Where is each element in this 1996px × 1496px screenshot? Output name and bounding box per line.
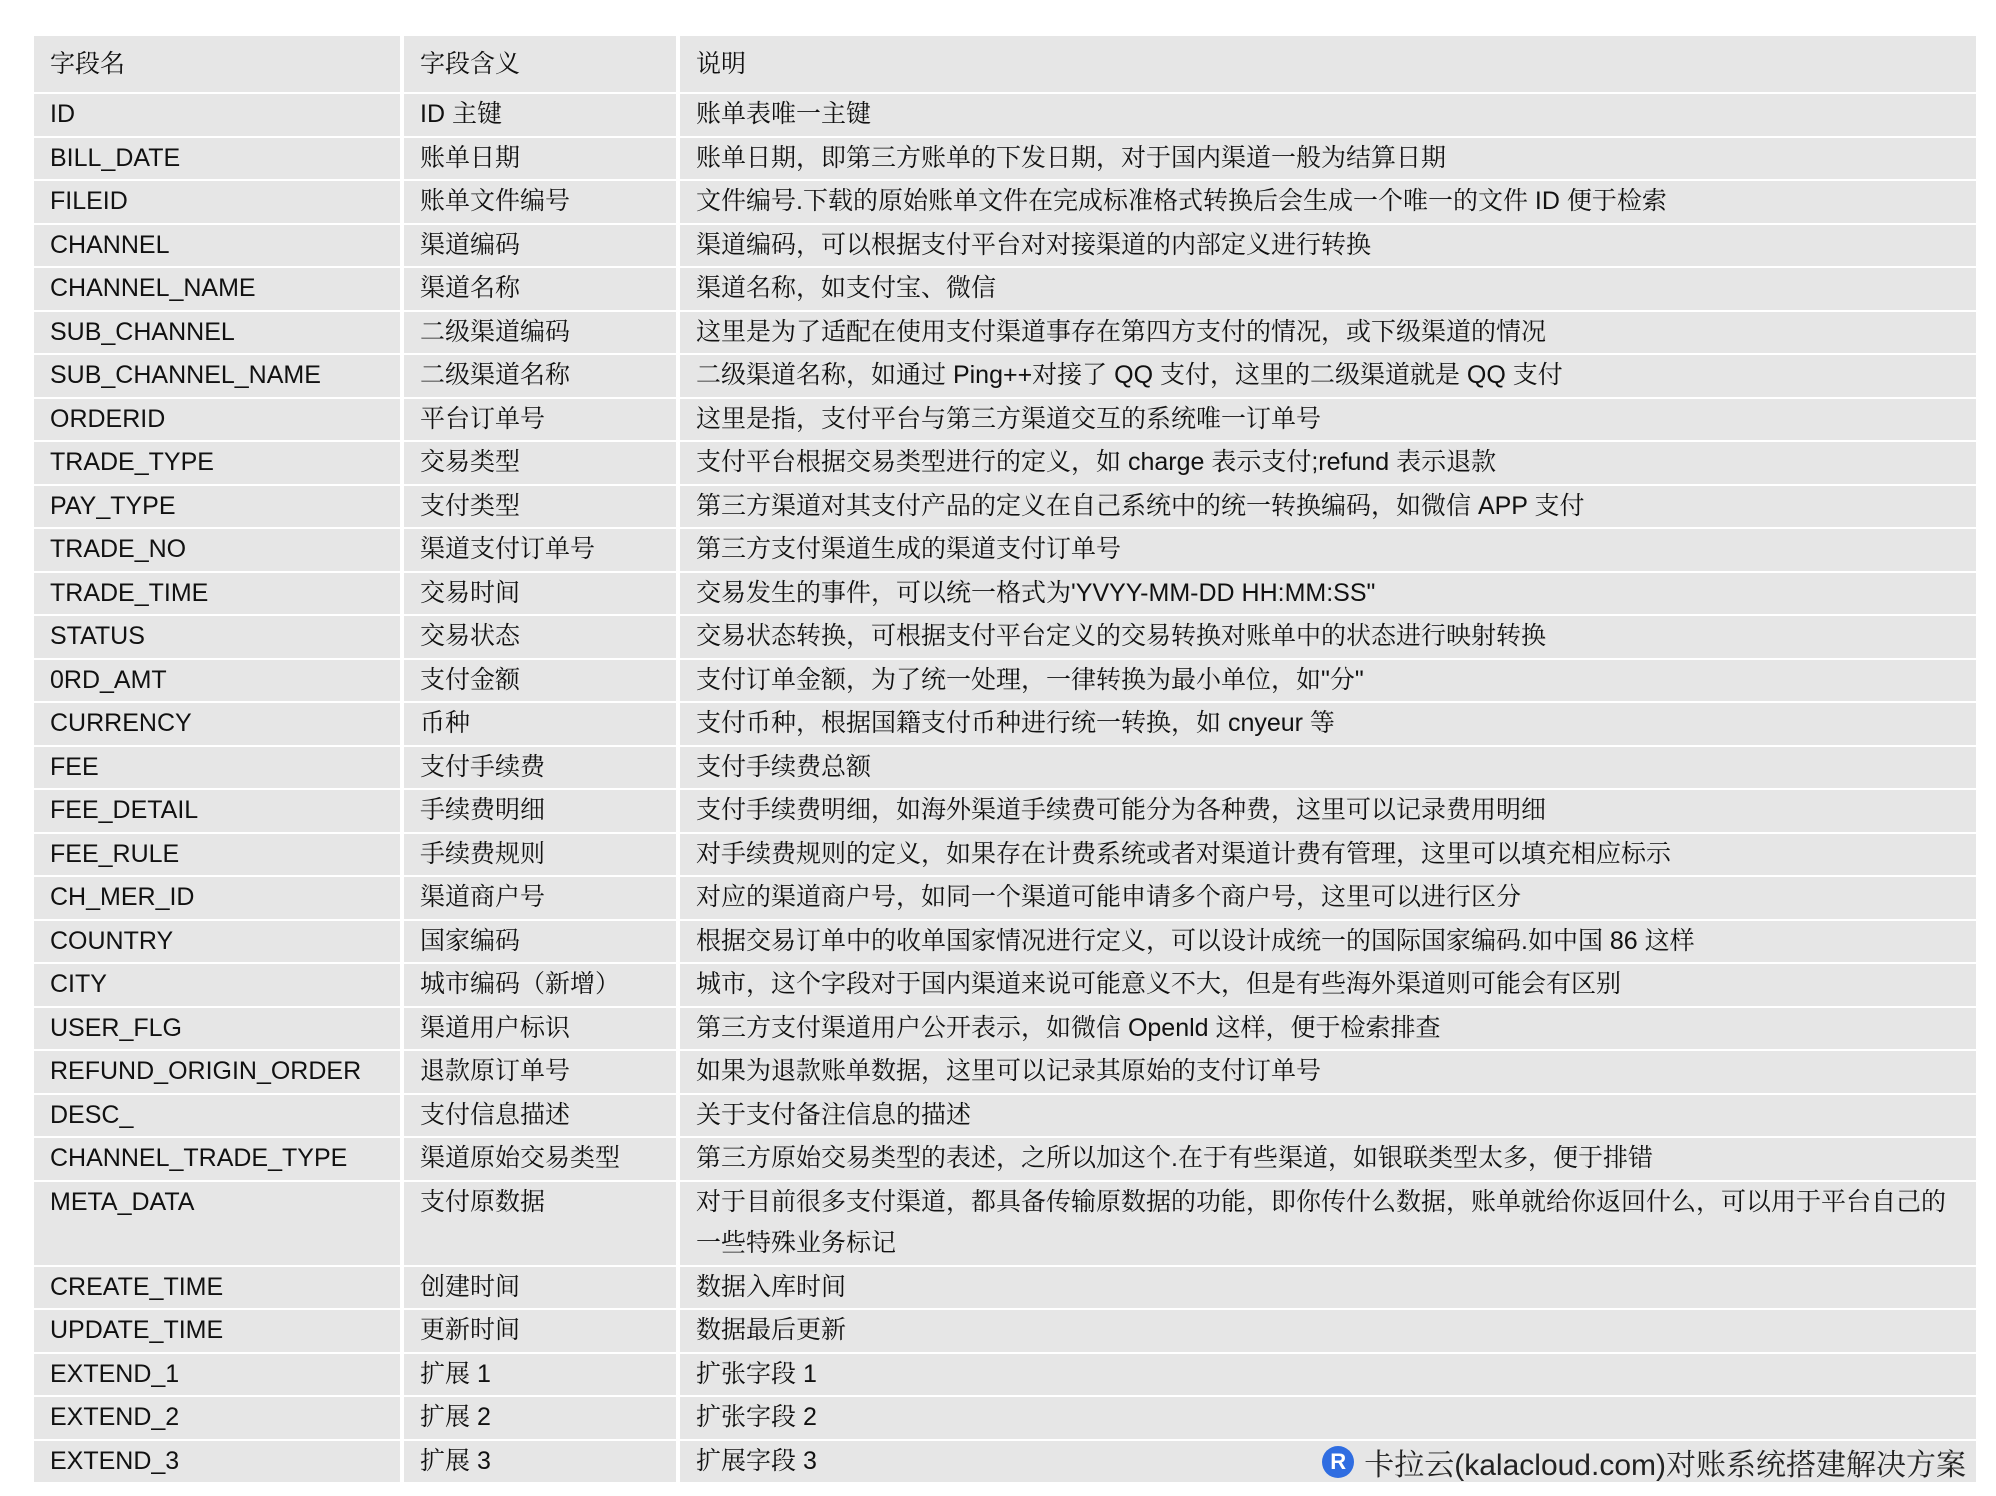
table-row (34, 268, 1976, 312)
field-desc-cell: 交易状态转换，可根据支付平台定义的交易转换对账单中的状态进行映射转换 (680, 616, 1976, 660)
field-name-cell: CHANNEL_NAME (34, 268, 404, 312)
field-desc-cell: 账单日期，即第三方账单的下发日期，对于国内渠道一般为结算日期 (680, 138, 1976, 182)
field-meaning-cell: 更新时间 (404, 1310, 680, 1354)
field-meaning-cell: 渠道商户号 (404, 877, 680, 921)
field-meaning-cell: 交易类型 (404, 442, 680, 486)
table-row (34, 1182, 1976, 1267)
field-name-cell: SUB_CHANNEL_NAME (34, 355, 404, 399)
table-row (34, 573, 1976, 617)
field-name-cell: ID (34, 94, 404, 138)
table-row (34, 355, 1976, 399)
table-row (34, 399, 1976, 443)
table-row (34, 312, 1976, 356)
field-meaning-cell: 扩展 3 (404, 1441, 680, 1485)
table-row (34, 1051, 1976, 1095)
field-name-cell: STATUS (34, 616, 404, 660)
table-row (34, 964, 1976, 1008)
kalacloud-logo-icon: R (1322, 1446, 1354, 1478)
field-name-cell: REFUND_ORIGIN_ORDER (34, 1051, 404, 1095)
table-header-row (34, 36, 1976, 94)
field-desc-cell: 渠道名称，如支付宝、微信 (680, 268, 1976, 312)
table-row (34, 834, 1976, 878)
field-desc-cell: 支付手续费总额 (680, 747, 1976, 791)
field-name-cell: CREATE_TIME (34, 1267, 404, 1311)
field-desc-cell: 交易发生的事件，可以统一格式为'YVYY-MM-DD HH:MM:SS" (680, 573, 1976, 617)
table-row (34, 225, 1976, 269)
field-meaning-cell: 账单日期 (404, 138, 680, 182)
field-meaning-cell: 退款原订单号 (404, 1051, 680, 1095)
field-meaning-cell: 渠道原始交易类型 (404, 1138, 680, 1182)
footer-text: 卡拉云(kalacloud.com)对账系统搭建解决方案 (1364, 1449, 1966, 1482)
table-row (34, 747, 1976, 791)
field-meaning-cell: 平台订单号 (404, 399, 680, 443)
field-name-cell: EXTEND_3 (34, 1441, 404, 1485)
field-meaning-cell: 二级渠道编码 (404, 312, 680, 356)
field-meaning-cell: 字段含义 (404, 36, 680, 94)
field-name-cell: FILEID (34, 181, 404, 225)
field-desc-cell: 数据最后更新 (680, 1310, 1976, 1354)
field-desc-cell: 支付币种，根据国籍支付币种进行统一转换，如 cnyeur 等 (680, 703, 1976, 747)
field-meaning-cell: 国家编码 (404, 921, 680, 965)
field-desc-cell: 支付手续费明细，如海外渠道手续费可能分为各种费，这里可以记录费用明细 (680, 790, 1976, 834)
table-row (34, 1267, 1976, 1311)
field-name-cell: ORDERID (34, 399, 404, 443)
field-name-cell: CH_MER_ID (34, 877, 404, 921)
table-row (34, 138, 1976, 182)
table-row (34, 1397, 1976, 1441)
table-row (34, 877, 1976, 921)
field-meaning-cell: 城市编码（新增） (404, 964, 680, 1008)
field-name-cell: CHANNEL (34, 225, 404, 269)
field-desc-cell: 文件编号.下载的原始账单文件在完成标准格式转换后会生成一个唯一的文件 ID 便于检索 (680, 181, 1976, 225)
field-desc-cell: 这里是指，支付平台与第三方渠道交互的系统唯一订单号 (680, 399, 1976, 443)
table-row (34, 790, 1976, 834)
field-desc-cell: 关于支付备注信息的描述 (680, 1095, 1976, 1139)
field-meaning-cell: 手续费规则 (404, 834, 680, 878)
field-meaning-cell: 创建时间 (404, 1267, 680, 1311)
table-row (34, 660, 1976, 704)
field-name-cell: CHANNEL_TRADE_TYPE (34, 1138, 404, 1182)
table-row (34, 442, 1976, 486)
field-meaning-cell: 扩展 2 (404, 1397, 680, 1441)
field-meaning-cell: 手续费明细 (404, 790, 680, 834)
field-meaning-cell: 币种 (404, 703, 680, 747)
field-name-cell: DESC_ (34, 1095, 404, 1139)
field-name-cell: FEE_RULE (34, 834, 404, 878)
field-desc-cell: 根据交易订单中的收单国家情况进行定义，可以设计成统一的国际国家编码.如中国 86 这样 (680, 921, 1976, 965)
field-meaning-cell: 支付信息描述 (404, 1095, 680, 1139)
field-name-cell: CURRENCY (34, 703, 404, 747)
field-name-cell: 字段名 (34, 36, 404, 94)
field-meaning-cell: 渠道用户标识 (404, 1008, 680, 1052)
field-desc-cell: 扩张字段 1 (680, 1354, 1976, 1398)
field-name-cell: FEE (34, 747, 404, 791)
field-desc-cell: 渠道编码，可以根据支付平台对对接渠道的内部定义进行转换 (680, 225, 1976, 269)
table-row (34, 486, 1976, 530)
field-name-cell: EXTEND_2 (34, 1397, 404, 1441)
field-desc-cell: 支付平台根据交易类型进行的定义，如 charge 表示支付;refund 表示退款 (680, 442, 1976, 486)
field-name-cell: TRADE_NO (34, 529, 404, 573)
field-desc-cell: 支付订单金额，为了统一处理，一律转换为最小单位，如"分" (680, 660, 1976, 704)
table-row (34, 1354, 1976, 1398)
field-name-cell: CITY (34, 964, 404, 1008)
field-desc-cell: 说明 (680, 36, 1976, 94)
field-desc-cell: 二级渠道名称，如通过 Ping++对接了 QQ 支付，这里的二级渠道就是 QQ 支付 (680, 355, 1976, 399)
field-meaning-cell: 渠道名称 (404, 268, 680, 312)
field-name-cell: SUB_CHANNEL (34, 312, 404, 356)
table-row (34, 1008, 1976, 1052)
field-table (34, 36, 1976, 1484)
table-row (34, 921, 1976, 965)
table-row (34, 94, 1976, 138)
field-name-cell: FEE_DETAIL (34, 790, 404, 834)
field-meaning-cell: 交易时间 (404, 573, 680, 617)
table-row (34, 1310, 1976, 1354)
field-name-cell: META_DATA (34, 1182, 404, 1267)
field-meaning-cell: 支付原数据 (404, 1182, 680, 1267)
field-desc-cell: 对手续费规则的定义，如果存在计费系统或者对渠道计费有管理，这里可以填充相应标示 (680, 834, 1976, 878)
field-desc-cell: 扩张字段 2 (680, 1397, 1976, 1441)
field-name-cell: TRADE_TIME (34, 573, 404, 617)
field-desc-cell: 对应的渠道商户号，如同一个渠道可能申请多个商户号，这里可以进行区分 (680, 877, 1976, 921)
field-desc-cell: 第三方支付渠道生成的渠道支付订单号 (680, 529, 1976, 573)
field-desc-cell: 扩展字段 3 (680, 1441, 1976, 1485)
field-meaning-cell: 渠道支付订单号 (404, 529, 680, 573)
field-desc-cell: 数据入库时间 (680, 1267, 1976, 1311)
field-desc-cell: 第三方支付渠道用户公开表示，如微信 Openld 这样，便于检索排查 (680, 1008, 1976, 1052)
table-row (34, 616, 1976, 660)
field-desc-cell: 第三方渠道对其支付产品的定义在自己系统中的统一转换编码，如微信 APP 支付 (680, 486, 1976, 530)
field-meaning-cell: 交易状态 (404, 616, 680, 660)
field-name-cell: PAY_TYPE (34, 486, 404, 530)
table-row (34, 529, 1976, 573)
field-meaning-cell: 账单文件编号 (404, 181, 680, 225)
table-row (34, 181, 1976, 225)
field-meaning-cell: ID 主键 (404, 94, 680, 138)
field-desc-cell: 账单表唯一主键 (680, 94, 1976, 138)
field-meaning-cell: 二级渠道名称 (404, 355, 680, 399)
field-desc-cell: 这里是为了适配在使用支付渠道事存在第四方支付的情况，或下级渠道的情况 (680, 312, 1976, 356)
table-row (34, 1095, 1976, 1139)
field-meaning-cell: 支付金额 (404, 660, 680, 704)
field-meaning-cell: 支付类型 (404, 486, 680, 530)
field-name-cell: BILL_DATE (34, 138, 404, 182)
field-desc-cell: 对于目前很多支付渠道，都具备传输原数据的功能，即你传什么数据，账单就给你返回什么，可以用于平台自己的一些特殊业务标记 (680, 1182, 1976, 1267)
field-desc-cell: 第三方原始交易类型的表述，之所以加这个.在于有些渠道，如银联类型太多，便于排错 (680, 1138, 1976, 1182)
field-meaning-cell: 渠道编码 (404, 225, 680, 269)
field-name-cell: UPDATE_TIME (34, 1310, 404, 1354)
field-meaning-cell: 扩展 1 (404, 1354, 680, 1398)
field-name-cell: 0RD_AMT (34, 660, 404, 704)
field-desc-cell: 如果为退款账单数据，这里可以记录其原始的支付订单号 (680, 1051, 1976, 1095)
table-row (34, 703, 1976, 747)
table-row (34, 1138, 1976, 1182)
field-name-cell: TRADE_TYPE (34, 442, 404, 486)
field-name-cell: COUNTRY (34, 921, 404, 965)
footer (1322, 1438, 1966, 1486)
field-meaning-cell: 支付手续费 (404, 747, 680, 791)
field-name-cell: EXTEND_1 (34, 1354, 404, 1398)
field-name-cell: USER_FLG (34, 1008, 404, 1052)
field-desc-cell: 城市，这个字段对于国内渠道来说可能意义不大，但是有些海外渠道则可能会有区别 (680, 964, 1976, 1008)
